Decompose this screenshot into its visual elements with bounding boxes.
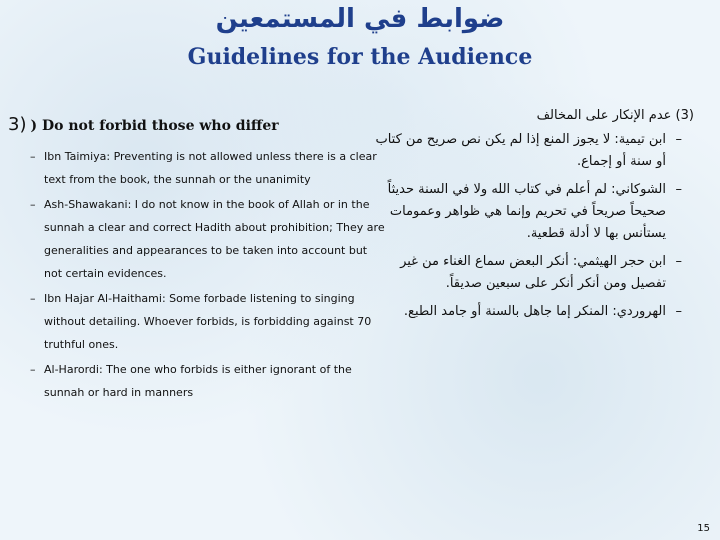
bullet-dash-icon: –: [675, 304, 682, 319]
list-item: – Ash-Shawakani: I do not know in the book of Allah or in the sunnah a clear and correct Hadith about prohibition; They are generalities and appearances to be taken into account but not certain evidences.: [8, 193, 388, 285]
list-item: – ابن حجر الهيثمي: أنكر البعض سماع الغناء من غير تفصيل ومن أنكر أنكر على سبعين صديقاً.: [372, 251, 694, 295]
list-item: – الهروردي: المنكر إما جاهل بالسنة أو جامد الطبع.: [372, 301, 694, 323]
page-number: 15: [697, 523, 710, 534]
english-bullet-list: [8, 145, 388, 404]
list-item: – Ibn Hajar Al-Haithami: Some forbade listening to singing without detailing. Whoever forbids, is forbidding against 70 truthful ones.: [8, 287, 388, 356]
english-heading-text: ) Do not forbid those who differ: [30, 118, 279, 134]
bullet-dash-icon: –: [30, 363, 36, 376]
arabic-column: [372, 108, 694, 329]
list-item: – ابن تيمية: لا يجوز المنع إذا لم يكن نص صريح من كتاب أو سنة أو إجماع.: [372, 129, 694, 173]
bullet-dash-icon: –: [675, 182, 682, 197]
page-title-english: Guidelines for the Audience: [187, 44, 533, 70]
page-title-arabic: ضوابط في المستمعين: [215, 4, 505, 34]
english-heading: [8, 114, 388, 135]
list-item: – الشوكاني: لم أعلم في كتاب الله ولا في السنة حديثاً صحيحاً صريحاً في تحريم وإنما هي ظواهر وعمومات يستأنس بها لا أدلة قطعية.: [372, 179, 694, 245]
bullet-dash-icon: –: [30, 150, 36, 163]
english-heading-number: 3): [8, 114, 27, 135]
bullet-dash-icon: –: [675, 132, 682, 147]
list-item: – Ibn Taimiya: Preventing is not allowed unless there is a clear text from the book, the sunnah or the unanimity: [8, 145, 388, 191]
english-column: [8, 114, 388, 406]
bullet-dash-icon: –: [30, 198, 36, 211]
arabic-heading: (3) عدم الإنكار على المخالف: [536, 108, 694, 123]
bullet-dash-icon: –: [675, 254, 682, 269]
arabic-bullet-list: [372, 129, 694, 323]
list-item: – Al-Harordi: The one who forbids is either ignorant of the sunnah or hard in manners: [8, 358, 388, 404]
bullet-dash-icon: –: [30, 292, 36, 305]
